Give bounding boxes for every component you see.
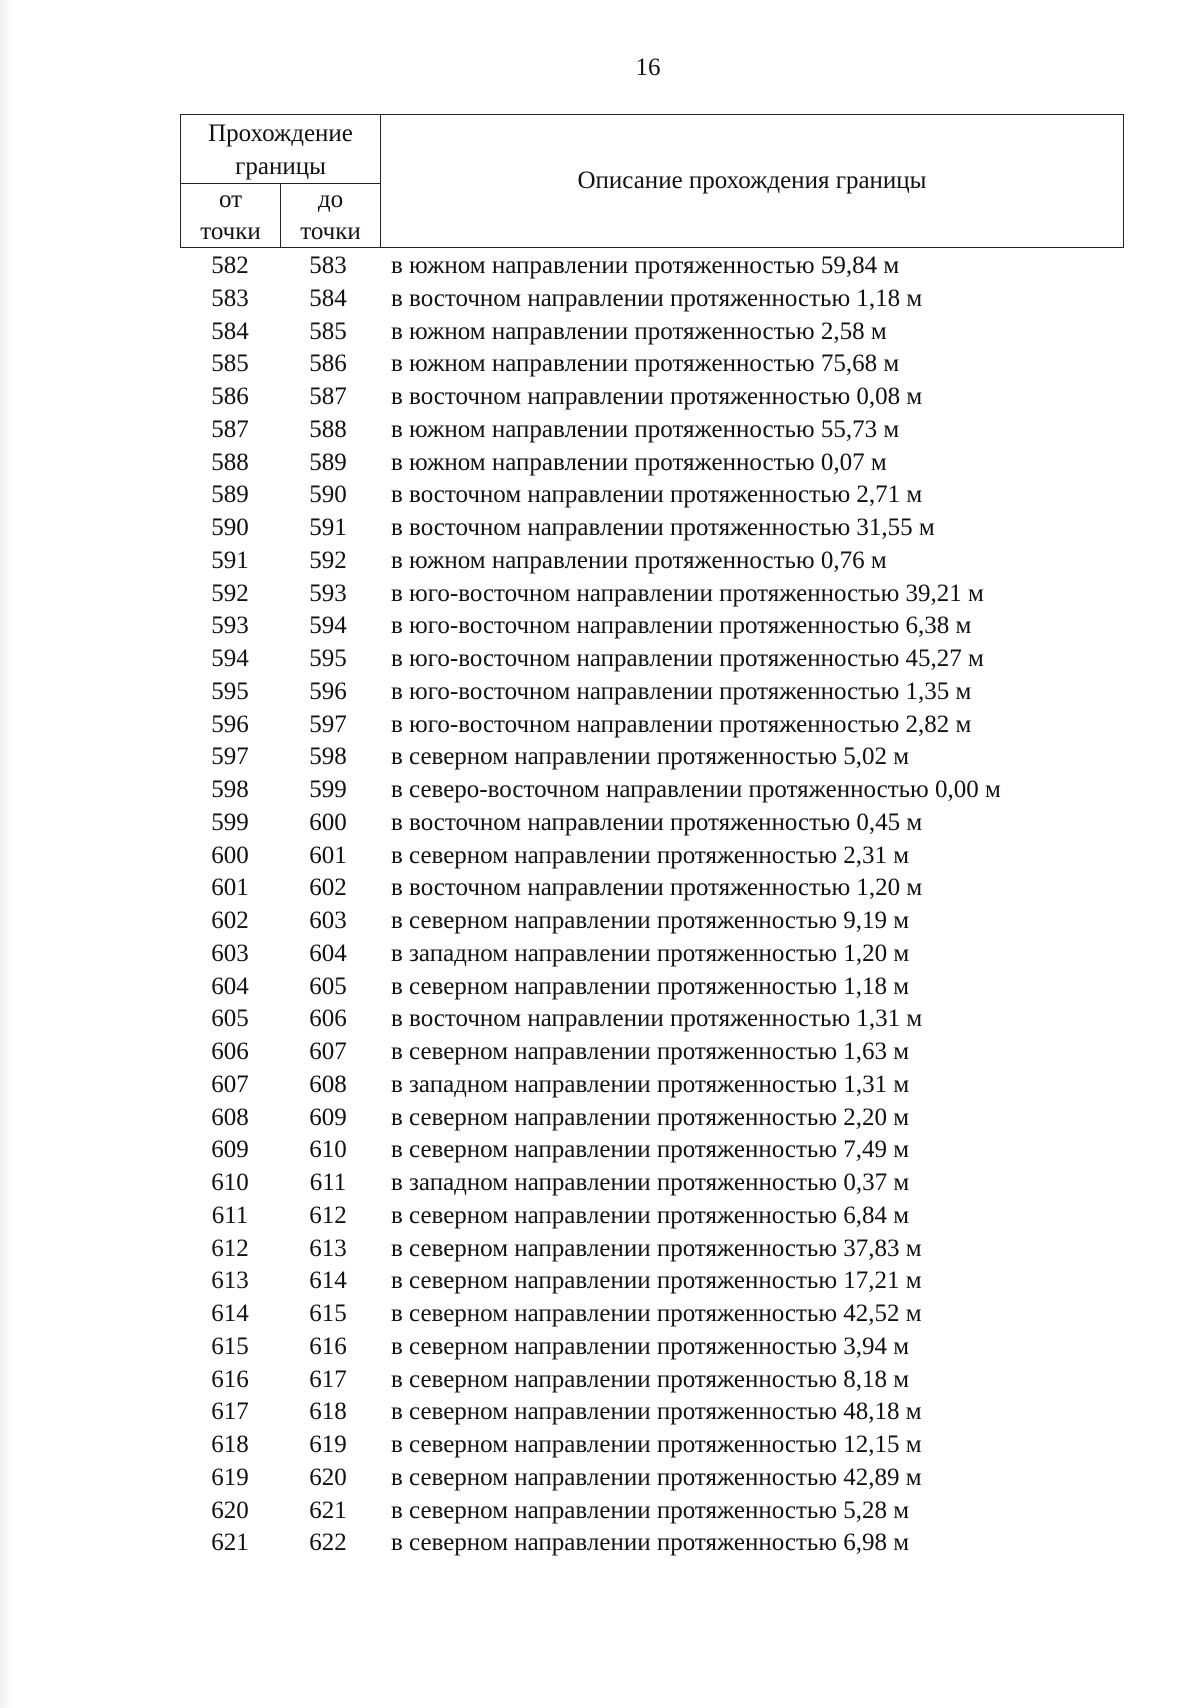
header-to-line1: до xyxy=(317,186,344,213)
cell-description: в северном направлении протяженностью 12,15 м xyxy=(391,1431,922,1458)
cell-from-point: 612 xyxy=(211,1234,249,1262)
table-row xyxy=(180,1495,1124,1528)
header-boundary-passage-line1: Прохождение xyxy=(208,120,353,147)
cell-description: в восточном направлении протяженностью 1,31 м xyxy=(391,1005,923,1033)
cell-from-point: 583 xyxy=(211,284,249,312)
cell-from-point: 593 xyxy=(211,612,249,640)
cell-description: в восточном направлении протяженностью 1,20 м xyxy=(391,874,923,902)
scan-edge-shading xyxy=(0,0,14,1708)
cell-to-point: 608 xyxy=(309,1070,347,1098)
table-row xyxy=(180,348,1124,381)
cell-from-point: 589 xyxy=(211,481,249,509)
cell-description: в южном направлении протяженностью 59,84 м xyxy=(391,252,900,279)
table-row xyxy=(180,905,1124,938)
cell-from-point: 609 xyxy=(211,1136,249,1164)
cell-description: в восточном направлении протяженностью 0,45 м xyxy=(391,808,923,836)
cell-from-point: 616 xyxy=(211,1365,249,1393)
table-row xyxy=(180,643,1124,676)
cell-to-point: 614 xyxy=(309,1267,347,1295)
cell-from-point: 620 xyxy=(211,1496,249,1524)
cell-to-point: 611 xyxy=(309,1169,347,1196)
cell-description: в северном направлении протяженностью 3,94 м xyxy=(391,1332,910,1360)
cell-to-point: 618 xyxy=(309,1398,347,1426)
table-row xyxy=(180,447,1124,480)
cell-to-point: 607 xyxy=(309,1038,347,1065)
cell-to-point: 613 xyxy=(309,1234,347,1262)
cell-description: в северном направлении протяженностью 5,28 м xyxy=(391,1496,910,1524)
cell-description: в западном направлении протяженностью 0,37 м xyxy=(391,1169,910,1196)
table-row xyxy=(180,1462,1124,1495)
cell-description: в восточном направлении протяженностью 1,18 м xyxy=(391,284,923,312)
cell-from-point: 584 xyxy=(211,317,249,345)
cell-description: в северном направлении протяженностью 1,18 м xyxy=(391,972,910,1000)
cell-from-point: 605 xyxy=(211,1005,249,1033)
cell-description: в восточном направлении протяженностью 2,71 м xyxy=(391,481,923,509)
header-from-point xyxy=(181,184,281,247)
cell-to-point: 583 xyxy=(309,252,347,279)
table-row xyxy=(180,512,1124,545)
page-number: 16 xyxy=(635,54,661,81)
cell-to-point: 600 xyxy=(309,808,347,836)
table-row xyxy=(180,1200,1124,1233)
table-row xyxy=(180,316,1124,349)
cell-to-point: 593 xyxy=(309,579,347,607)
cell-description: в южном направлении протяженностью 0,07 м xyxy=(391,448,887,476)
header-to-point xyxy=(281,184,381,247)
table-body xyxy=(180,250,1124,1560)
cell-from-point: 604 xyxy=(211,972,249,1000)
cell-description: в южном направлении протяженностью 55,73 м xyxy=(391,415,900,443)
cell-from-point: 610 xyxy=(211,1169,249,1196)
cell-from-point: 587 xyxy=(211,415,249,443)
cell-from-point: 582 xyxy=(211,252,249,279)
cell-description: в восточном направлении протяженностью 0,08 м xyxy=(391,383,923,410)
cell-description: в северном направлении протяженностью 17,21 м xyxy=(391,1267,922,1295)
cell-description: в северном направлении протяженностью 48,18 м xyxy=(391,1398,922,1426)
cell-from-point: 599 xyxy=(211,808,249,836)
cell-to-point: 619 xyxy=(309,1431,347,1458)
cell-to-point: 592 xyxy=(309,546,347,574)
cell-from-point: 597 xyxy=(211,743,249,771)
cell-description: в северном направлении протяженностью 42,52 м xyxy=(391,1300,922,1327)
header-to-line2: точки xyxy=(300,218,361,245)
cell-description: в северном направлении протяженностью 1,63 м xyxy=(391,1038,910,1065)
table-row xyxy=(180,1331,1124,1364)
cell-from-point: 619 xyxy=(211,1463,249,1491)
table-row xyxy=(180,1134,1124,1167)
cell-description: в северо-восточном направлении протяженностью 0,00 м xyxy=(391,776,1001,803)
cell-from-point: 613 xyxy=(211,1267,249,1295)
cell-to-point: 590 xyxy=(309,481,347,509)
table-row xyxy=(180,872,1124,905)
cell-to-point: 588 xyxy=(309,415,347,443)
cell-to-point: 598 xyxy=(309,743,347,771)
cell-description: в юго-восточном направлении протяженностью 2,82 м xyxy=(391,710,972,738)
cell-from-point: 618 xyxy=(211,1431,249,1458)
table-row xyxy=(180,1298,1124,1331)
cell-from-point: 588 xyxy=(211,448,249,476)
cell-description: в северном направлении протяженностью 37,83 м xyxy=(391,1234,922,1262)
table-row xyxy=(180,709,1124,742)
cell-from-point: 598 xyxy=(211,776,249,803)
cell-to-point: 621 xyxy=(309,1496,347,1524)
cell-from-point: 606 xyxy=(211,1038,249,1065)
cell-from-point: 608 xyxy=(211,1103,249,1131)
cell-description: в северном направлении протяженностью 6,98 м xyxy=(391,1529,910,1557)
cell-to-point: 594 xyxy=(309,612,347,640)
table-row xyxy=(180,1069,1124,1102)
table-row xyxy=(180,250,1124,283)
table-row xyxy=(180,545,1124,578)
cell-from-point: 602 xyxy=(211,907,249,934)
header-from-line2: точки xyxy=(200,218,261,245)
cell-from-point: 595 xyxy=(211,677,249,705)
cell-from-point: 585 xyxy=(211,350,249,378)
table-row xyxy=(180,283,1124,316)
cell-description: в восточном направлении протяженностью 31,55 м xyxy=(391,514,935,541)
cell-to-point: 587 xyxy=(309,383,347,410)
cell-to-point: 585 xyxy=(309,317,347,345)
table-row xyxy=(180,414,1124,447)
cell-description: в северном направлении протяженностью 6,84 м xyxy=(391,1201,910,1229)
cell-to-point: 606 xyxy=(309,1005,347,1033)
cell-to-point: 584 xyxy=(309,284,347,312)
table-row xyxy=(180,938,1124,971)
cell-description: в юго-восточном направлении протяженностью 39,21 м xyxy=(391,579,984,607)
cell-description: в северном направлении протяженностью 5,02 м xyxy=(391,743,910,771)
cell-to-point: 620 xyxy=(309,1463,347,1491)
cell-description: в юго-восточном направлении протяженностью 6,38 м xyxy=(391,612,972,640)
table-row xyxy=(180,1167,1124,1200)
cell-to-point: 595 xyxy=(309,645,347,672)
table-row xyxy=(180,741,1124,774)
cell-to-point: 601 xyxy=(309,841,347,869)
cell-to-point: 589 xyxy=(309,448,347,476)
cell-from-point: 617 xyxy=(211,1398,249,1426)
cell-from-point: 603 xyxy=(211,939,249,967)
table-row xyxy=(180,807,1124,840)
cell-to-point: 622 xyxy=(309,1529,347,1557)
header-description: Описание прохождения границы xyxy=(577,167,927,194)
table-row xyxy=(180,1364,1124,1397)
cell-to-point: 603 xyxy=(309,907,347,934)
header-boundary-passage-line2: границы xyxy=(235,153,326,180)
table-row xyxy=(180,676,1124,709)
table-header xyxy=(180,114,1124,248)
cell-from-point: 607 xyxy=(211,1070,249,1098)
cell-to-point: 604 xyxy=(309,939,347,967)
table-row xyxy=(180,774,1124,807)
cell-description: в северном направлении протяженностью 2,31 м xyxy=(391,841,910,869)
cell-description: в юго-восточном направлении протяженностью 1,35 м xyxy=(391,677,972,705)
cell-description: в северном направлении протяженностью 7,49 м xyxy=(391,1136,910,1164)
cell-from-point: 586 xyxy=(211,383,249,410)
cell-description: в южном направлении протяженностью 2,58 м xyxy=(391,317,887,345)
table-row xyxy=(180,840,1124,873)
cell-description: в западном направлении протяженностью 1,31 м xyxy=(391,1070,910,1098)
cell-to-point: 615 xyxy=(309,1300,347,1327)
cell-description: в южном направлении протяженностью 0,76 м xyxy=(391,546,887,574)
cell-to-point: 596 xyxy=(309,677,347,705)
cell-to-point: 586 xyxy=(309,350,347,378)
cell-from-point: 614 xyxy=(211,1300,249,1327)
table-row xyxy=(180,1265,1124,1298)
header-from-line1: от xyxy=(218,186,243,213)
cell-to-point: 597 xyxy=(309,710,347,738)
header-boundary-passage xyxy=(181,115,381,184)
cell-to-point: 617 xyxy=(309,1365,347,1393)
cell-to-point: 610 xyxy=(309,1136,347,1164)
cell-description: в северном направлении протяженностью 42,89 м xyxy=(391,1463,922,1491)
cell-to-point: 612 xyxy=(309,1201,347,1229)
cell-to-point: 602 xyxy=(309,874,347,902)
cell-to-point: 616 xyxy=(309,1332,347,1360)
cell-description: в западном направлении протяженностью 1,20 м xyxy=(391,939,910,967)
cell-from-point: 615 xyxy=(211,1332,249,1360)
cell-from-point: 621 xyxy=(211,1529,249,1557)
cell-from-point: 592 xyxy=(211,579,249,607)
table-row xyxy=(180,381,1124,414)
table-row xyxy=(180,1003,1124,1036)
cell-from-point: 600 xyxy=(211,841,249,869)
table-row xyxy=(180,610,1124,643)
cell-from-point: 591 xyxy=(211,546,249,574)
table-row xyxy=(180,1102,1124,1135)
cell-from-point: 594 xyxy=(211,645,249,672)
cell-description: в северном направлении протяженностью 2,20 м xyxy=(391,1103,910,1131)
cell-from-point: 590 xyxy=(211,514,249,541)
cell-to-point: 591 xyxy=(309,514,347,541)
table-row xyxy=(180,1233,1124,1266)
cell-to-point: 605 xyxy=(309,972,347,1000)
cell-description: в юго-восточном направлении протяженностью 45,27 м xyxy=(391,645,984,672)
cell-from-point: 601 xyxy=(211,874,249,902)
cell-to-point: 609 xyxy=(309,1103,347,1131)
table-row xyxy=(180,1527,1124,1560)
cell-from-point: 596 xyxy=(211,710,249,738)
cell-to-point: 599 xyxy=(309,776,347,803)
table-row xyxy=(180,1429,1124,1462)
cell-description: в южном направлении протяженностью 75,68 м xyxy=(391,350,900,378)
cell-description: в северном направлении протяженностью 9,19 м xyxy=(391,907,910,934)
table-row xyxy=(180,1036,1124,1069)
table-row xyxy=(180,479,1124,512)
cell-from-point: 611 xyxy=(211,1201,249,1229)
cell-description: в северном направлении протяженностью 8,18 м xyxy=(391,1365,910,1393)
table-row xyxy=(180,971,1124,1004)
table-row xyxy=(180,578,1124,611)
table-row xyxy=(180,1396,1124,1429)
